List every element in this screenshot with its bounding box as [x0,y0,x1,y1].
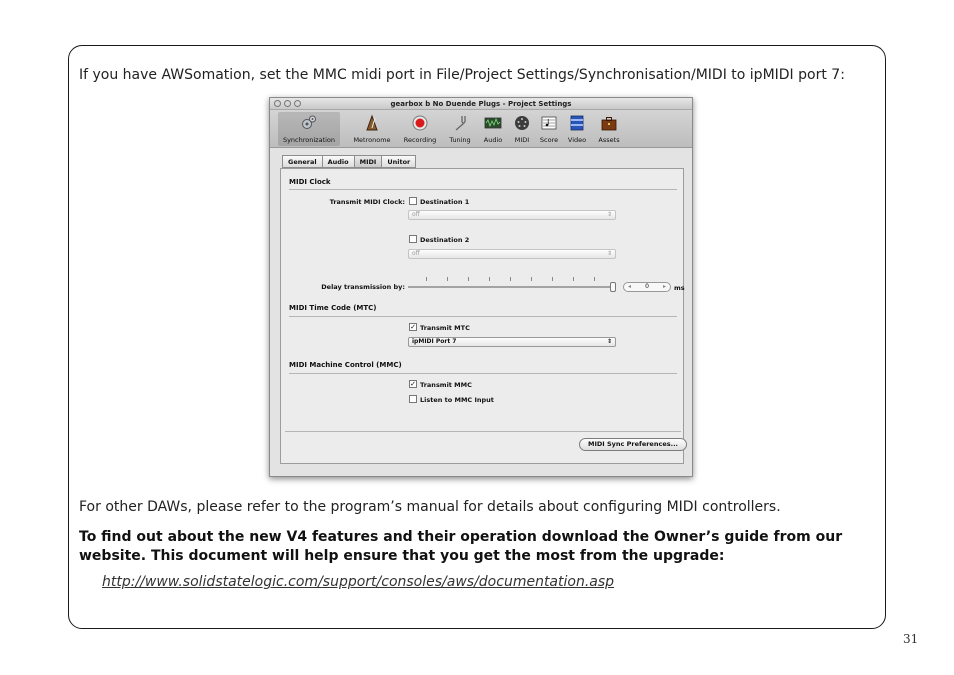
title-bar [270,98,692,110]
delay-unit: ms [674,284,685,292]
toolbar-synchronization[interactable] [278,112,340,146]
destination-2-select[interactable] [408,249,616,259]
delay-transmission-label: Delay transmission by: [321,283,405,291]
mtc-heading: MIDI Time Code (MTC) [289,304,377,312]
delay-stepper[interactable] [623,282,671,292]
divider [289,316,677,317]
intro-paragraph: If you have AWSomation, set the MMC midi port in File/Project Settings/Synchronisation/MIDI to ipMIDI port 7: [79,67,845,83]
transmit-mmc-label: Transmit MMC [420,381,472,389]
transmit-mtc-label: Transmit MTC [420,324,470,332]
midi-sync-preferences-button[interactable]: MIDI Sync Preferences... [579,438,687,451]
toolbar-recording[interactable] [399,112,441,146]
settings-tabs [282,155,415,168]
toolbar-metronome[interactable] [349,112,395,146]
toolbar-midi[interactable] [509,112,535,146]
window-title: gearbox b No Duende Plugs - Project Settings [390,100,572,108]
toolbar-label: Score [539,136,559,144]
toolbar-audio[interactable] [479,112,507,146]
destination-1-checkbox[interactable] [409,197,417,205]
destination-1-select[interactable] [408,210,616,220]
documentation-link[interactable]: http://www.solidstatelogic.com/support/consoles/aws/documentation.asp [102,574,615,590]
destination-2-label: Destination 2 [420,236,470,244]
other-daws-paragraph: For other DAWs, please refer to the program’s manual for details about configuring MIDI controllers. [79,499,781,515]
destination-2-value: off [412,250,420,257]
tuning-fork-icon [451,114,469,132]
destination-1-label: Destination 1 [420,198,470,206]
increment-icon[interactable]: ▸ [662,283,666,290]
listen-mmc-label: Listen to MMC Input [420,396,494,404]
mtc-port-select[interactable] [408,337,616,347]
delay-value: 0 [645,283,649,290]
score-icon [540,114,558,132]
audio-icon [484,114,502,132]
toolbar-label: Tuning [449,136,471,144]
midi-tab-pane [280,168,684,464]
toolbar-label: Video [567,136,587,144]
mmc-heading: MIDI Machine Control (MMC) [289,361,402,369]
transmit-mmc-checkbox[interactable]: ✓ [410,380,416,388]
divider [289,373,677,374]
page-number: 31 [903,632,919,646]
destination-2-checkbox[interactable] [409,235,417,243]
toolbar-score[interactable] [536,112,562,146]
midi-clock-heading: MIDI Clock [289,178,331,186]
settings-toolbar [270,110,692,148]
briefcase-icon [600,114,618,132]
record-icon [411,114,429,132]
toolbar-label: Metronome [353,136,391,144]
divider [285,431,681,432]
tab-general[interactable]: General [282,155,323,168]
project-settings-window [269,97,693,477]
toolbar-assets[interactable] [594,112,624,146]
transmit-midi-clock-label: Transmit MIDI Clock: [329,198,405,206]
destination-1-value: off [412,211,420,218]
updown-arrows-icon: ⇕ [606,211,612,218]
updown-arrows-icon: ⇕ [606,250,612,257]
toolbar-label: Assets [598,136,620,144]
tab-unitor[interactable]: Unitor [381,155,416,168]
decrement-icon[interactable]: ◂ [628,283,632,290]
toolbar-label: Audio [483,136,503,144]
transmit-mtc-checkbox[interactable]: ✓ [410,323,416,331]
toolbar-video[interactable] [564,112,590,146]
midi-icon [513,114,531,132]
tab-audio[interactable]: Audio [322,155,355,168]
listen-mmc-checkbox[interactable] [409,395,417,403]
metronome-icon [363,114,381,132]
tab-midi[interactable]: MIDI [354,155,383,168]
delay-slider-knob[interactable] [610,282,616,292]
updown-arrows-icon: ⇕ [606,338,612,345]
toolbar-tuning[interactable] [445,112,475,146]
gears-icon [300,114,318,132]
owners-guide-paragraph: To find out about the new V4 features and their operation download the Owner’s guide from our website. This document will help ensure that you get the most from the upgrade: [79,529,843,564]
toolbar-label: MIDI [514,136,530,144]
toolbar-label: Synchronization [282,136,336,144]
toolbar-label: Recording [403,136,437,144]
video-icon [568,114,586,132]
mtc-port-value: ipMIDI Port 7 [412,338,457,345]
divider [289,189,677,190]
